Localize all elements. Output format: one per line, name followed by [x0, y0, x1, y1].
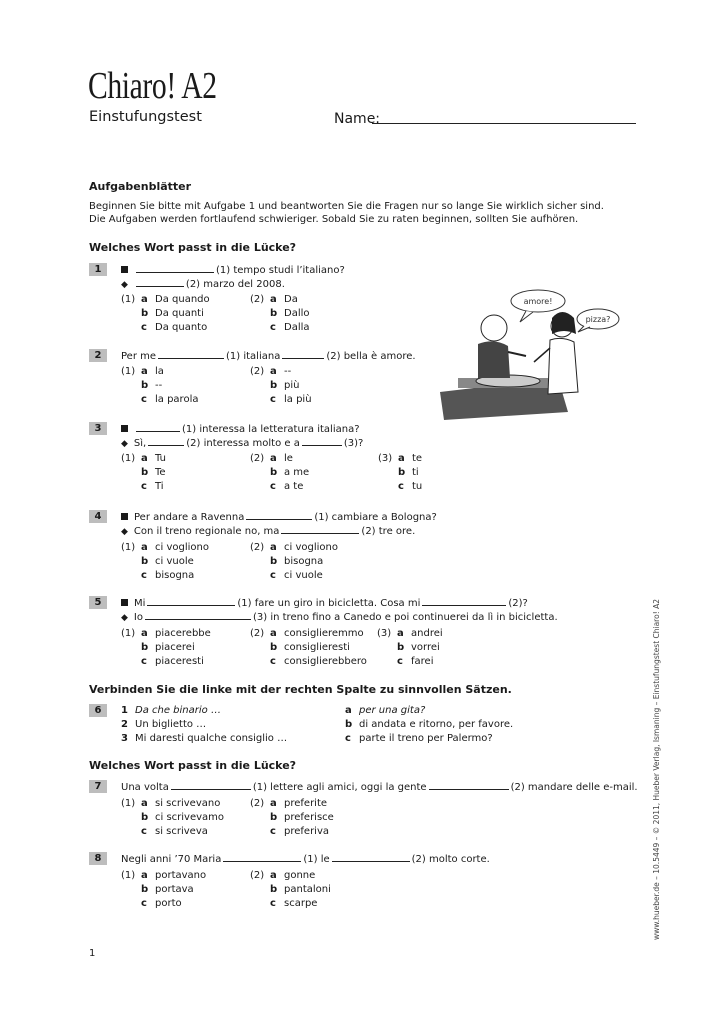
q5-line-1: Mi (1) fare un giro in bicicletta. Cosa mi (2)?	[121, 596, 528, 610]
q7-options: (1) a si scrivevano b ci scrivevamo c si scriveva (2) a preferite b preferisce c preferiva	[121, 798, 334, 837]
q2-options: (1) a la b -- c la parola (2) a -- b più c la più	[121, 366, 312, 405]
q1-line-1: (1) tempo studi l’italiano?	[121, 263, 345, 277]
svg-text:pizza?: pizza?	[585, 315, 611, 324]
q4-line-1: Per andare a Ravenna (1) cambiare a Bologna?	[121, 510, 437, 524]
q5-options: (1) a piacerebbe b piacerei c piaceresti (2) a consiglieremmo b consiglieresti c consiglierebbero (3) a andrei b vorrei c farei	[121, 628, 443, 667]
intro-line-2: Die Aufgaben werden fortlaufend schwieriger. Sobald Sie zu raten beginnen, sollten Sie aufhören.	[89, 214, 579, 225]
copyright-sidebar: www.hueber.de – 10.5449 – © 2011, Hueber Verlag, Ismaning – Einstufungstest Chiaro! A2	[652, 599, 661, 940]
intro-line-1: Beginnen Sie bitte mit Aufgabe 1 und beantworten Sie die Fragen nur so lange Sie wirklich sicher sind.	[89, 201, 604, 212]
q7-line-1: Una volta (1) lettere agli amici, oggi la gente (2) mandare delle e-mail.	[121, 782, 638, 793]
question-number: 1	[89, 263, 107, 276]
intro-heading: Aufgabenblätter	[89, 180, 192, 193]
question-number: 4	[89, 510, 107, 523]
square-bullet-icon	[121, 425, 128, 432]
question-number: 3	[89, 422, 107, 435]
section-heading-1: Welches Wort passt in die Lücke?	[89, 241, 297, 254]
q8-line-1: Negli anni ’70 Maria (1) le (2) molto corte.	[121, 854, 490, 865]
question-number: 5	[89, 596, 107, 609]
page-number: 1	[89, 948, 96, 959]
blank[interactable]	[136, 263, 214, 273]
blank[interactable]	[171, 780, 251, 790]
blank[interactable]	[302, 436, 342, 446]
section-heading-3: Welches Wort passt in die Lücke?	[89, 759, 297, 772]
blank[interactable]	[422, 596, 506, 606]
question-number: 7	[89, 780, 107, 793]
name-line[interactable]	[372, 123, 636, 124]
svg-text:amore!: amore!	[523, 297, 553, 306]
illustration	[438, 282, 620, 422]
square-bullet-icon	[121, 266, 128, 273]
q1-options: (1) a Da quando b Da quanti c Da quanto (2) a Da b Dallo c Dalla	[121, 294, 310, 333]
q8-options: (1) a portavano b portava c porto (2) a gonne b pantaloni c scarpe	[121, 870, 331, 909]
q6-matching: 1 Da che binario … 2 Un biglietto … 3 Mi daresti qualche consiglio … a per una gita? b di andata e ritorno, per favore. c parte il treno per Palermo?	[121, 705, 514, 744]
square-bullet-icon	[121, 599, 128, 606]
diamond-bullet-icon: ◆	[121, 280, 128, 290]
blank[interactable]	[136, 277, 184, 287]
diamond-bullet-icon: ◆	[121, 613, 128, 623]
q1-line-2: ◆ (2) marzo del 2008.	[121, 279, 285, 290]
name-label: Name:	[334, 111, 381, 127]
blank[interactable]	[223, 852, 301, 862]
blank[interactable]	[282, 349, 324, 359]
blank[interactable]	[148, 436, 184, 446]
blank[interactable]	[147, 596, 235, 606]
question-number: 6	[89, 704, 107, 717]
q2-line-1: Per me (1) italiana (2) bella è amore.	[121, 351, 416, 362]
page-subtitle: Einstufungstest	[89, 109, 202, 125]
q4-options: (1) a ci vogliono b ci vuole c bisogna (2) a ci vogliono b bisogna c ci vuole	[121, 542, 338, 581]
question-number: 8	[89, 852, 107, 865]
section-heading-2: Verbinden Sie die linke mit der rechten Spalte zu sinnvollen Sätzen.	[89, 683, 512, 696]
q4-line-2: ◆ Con il treno regionale no, ma (2) tre ore.	[121, 526, 416, 537]
blank[interactable]	[281, 524, 359, 534]
square-bullet-icon	[121, 513, 128, 520]
blank[interactable]	[246, 510, 312, 520]
page-title: Chiaro! A2	[88, 65, 217, 107]
q3-options: (1) a Tu b Te c Ti (2) a le b a me c a te (3) a te b ti c tu	[121, 453, 423, 492]
blank[interactable]	[136, 422, 180, 432]
blank[interactable]	[145, 610, 251, 620]
q3-line-1: (1) interessa la letteratura italiana?	[121, 422, 360, 436]
diamond-bullet-icon: ◆	[121, 439, 128, 449]
diamond-bullet-icon: ◆	[121, 527, 128, 537]
blank[interactable]	[332, 852, 410, 862]
blank[interactable]	[158, 349, 224, 359]
question-number: 2	[89, 349, 107, 362]
blank[interactable]	[429, 780, 509, 790]
q5-line-2: ◆ Io (3) in treno fino a Canedo e poi continuerei da lì in bicicletta.	[121, 612, 558, 623]
q3-line-2: ◆ Sì, (2) interessa molto e a (3)?	[121, 438, 364, 449]
